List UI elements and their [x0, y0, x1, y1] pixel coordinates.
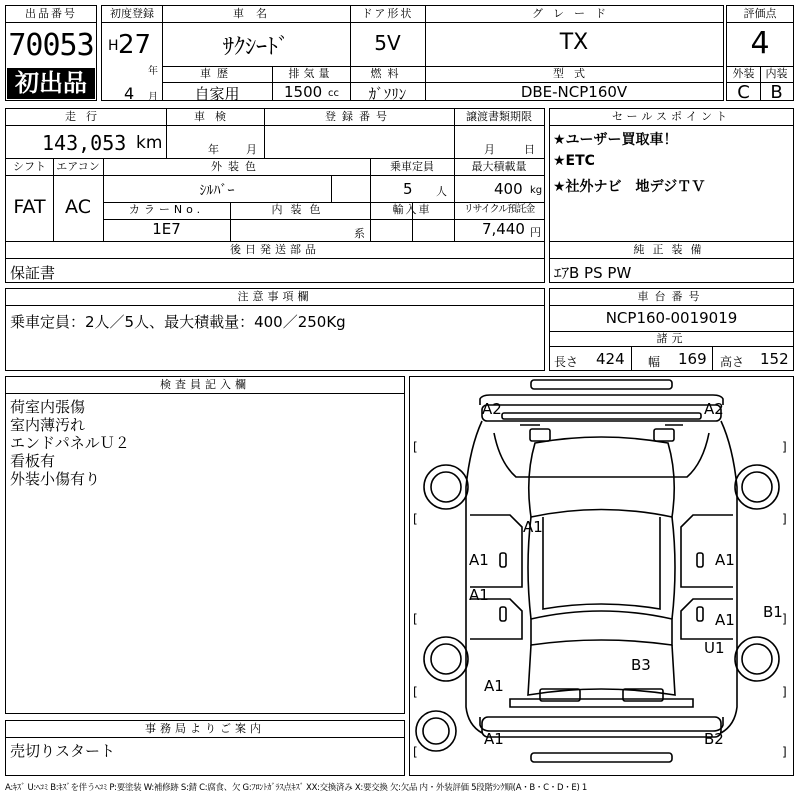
- history: 自家用: [194, 85, 240, 103]
- mileage-unit: km: [136, 133, 163, 153]
- fuel-header: 燃料: [370, 67, 405, 80]
- grade: TX: [559, 30, 589, 55]
- bracket-4: ]: [782, 512, 787, 526]
- chassis-box: [549, 288, 794, 371]
- mark-rear-cargo: B3: [631, 656, 651, 674]
- shift: FAT: [13, 196, 46, 218]
- office-value: 売切りスタート: [10, 742, 116, 760]
- footer-legend: A:ｷｽﾞ U:ﾍｺﾐ B:ｷｽﾞを伴うﾍｺﾐ P:要塗装 W:補修跡 S:錆 C:腐食、欠 G:ﾌﾛﾝﾄｶﾞﾗｽ点ｷｽﾞ XX:交換済み X:要交換 欠:欠品 内・外装評価 5段階ﾗﾝｸ順(A・B・C・D・E) 1: [5, 783, 588, 793]
- regno-header: 登録番号: [325, 110, 393, 123]
- mark-rear-bumper-right: B2: [704, 730, 724, 748]
- mark-front-left: A2: [482, 400, 502, 418]
- bracket-6: ]: [782, 612, 787, 626]
- mark-right-rear-fender: U1: [704, 639, 725, 657]
- displacement: 1500: [284, 83, 323, 101]
- ac: AC: [65, 196, 91, 218]
- sales-point-1: ★ユーザー買取車！: [553, 132, 678, 148]
- reg-year: 27: [118, 30, 152, 60]
- genuine-equipment-box: [549, 241, 794, 283]
- length-label: 長さ: [554, 355, 579, 369]
- fuel: ｶﾞｿﾘﾝ: [368, 85, 407, 103]
- mark-right-rear-door: A1: [715, 611, 735, 629]
- notes-value: 乗車定員：2人／5人、最大積載量：400／250Kg: [10, 313, 346, 331]
- score: 4: [750, 26, 770, 61]
- width-label: 幅: [648, 355, 661, 369]
- transfer-day-unit: 日: [524, 143, 535, 156]
- max-load-unit: kg: [530, 185, 543, 196]
- inspection-month-unit: 月: [246, 143, 257, 156]
- reg-month: 4: [124, 84, 135, 103]
- inspector-box: [5, 376, 405, 714]
- notes-box: [5, 288, 545, 371]
- chassis-number: NCP160-0019019: [605, 309, 738, 327]
- office-header: 事務局よりご案内: [145, 722, 265, 735]
- bracket-8: ]: [782, 685, 787, 699]
- sales-points-box: [549, 108, 794, 242]
- notes-header: 注意事項欄: [237, 290, 313, 303]
- max-load-header: 最大積載量: [471, 160, 527, 173]
- score-header: 評価点: [743, 7, 777, 20]
- import-header: 輸入車: [392, 203, 432, 216]
- mileage: 143,053: [42, 131, 127, 155]
- lot-number: 70053: [8, 28, 94, 63]
- vehicle-top-table: [101, 5, 724, 101]
- length-value: 424: [596, 350, 625, 368]
- height-label: 高さ: [720, 355, 745, 369]
- mark-right-front-door: A1: [715, 551, 735, 569]
- transfer-month-unit: 月: [484, 143, 495, 156]
- reg-era: H: [108, 38, 119, 54]
- ext-color: ｼﾙﾊﾞｰ: [199, 183, 235, 199]
- sales-points-header: セールスポイント: [611, 110, 731, 123]
- genuine-equipment-value: ｴｱB PS PW: [554, 264, 632, 282]
- capacity-header: 乗車定員: [390, 160, 434, 173]
- office-box: [5, 720, 405, 776]
- car-name-header: 車名: [233, 7, 279, 20]
- mark-left-front-door: A1: [469, 551, 489, 569]
- mark-left-rear: A1: [484, 677, 504, 695]
- mark-front-right: A2: [704, 400, 724, 418]
- first-listing-badge: 初出品: [7, 68, 95, 99]
- door-header: ドア形状: [361, 7, 414, 20]
- later-parts-value: 保証書: [10, 264, 56, 282]
- car-name: ｻｸｼｰﾄﾞ: [222, 35, 289, 60]
- int-color-header: 内装色: [271, 203, 329, 216]
- reg-month-unit: 月: [148, 92, 158, 103]
- mark-left-rear-door: A1: [469, 586, 489, 604]
- recycle-header: リサイクル預託金: [463, 204, 535, 215]
- inspector-line-1: 荷室内張傷: [10, 398, 86, 416]
- reg-year-unit: 年: [148, 66, 158, 77]
- chassis-header: 車台番号: [637, 290, 706, 303]
- bracket-5: [: [413, 612, 418, 626]
- inspector-header: 検査員記入欄: [160, 378, 250, 391]
- specs-header: 諸元: [656, 332, 687, 345]
- inspector-line-3: エンドパネルＵ２: [10, 434, 130, 452]
- recycle-unit: 円: [530, 226, 541, 239]
- bracket-10: ]: [782, 745, 787, 759]
- history-header: 車歴: [200, 67, 234, 80]
- genuine-equipment-header: 純正装備: [633, 243, 710, 256]
- bracket-2: ]: [782, 440, 787, 454]
- score-box: [726, 5, 794, 101]
- inspector-line-4: 看板有: [10, 452, 56, 470]
- max-load: 400: [494, 180, 523, 198]
- mark-right-quarter: B1: [763, 603, 783, 621]
- mark-rear-bumper-left: A1: [484, 730, 504, 748]
- lot-number-header: 出品番号: [25, 7, 77, 20]
- door-type: 5V: [374, 31, 401, 55]
- exterior-header: 外装: [732, 67, 755, 80]
- shift-header: シフト: [13, 160, 46, 173]
- interior-header: 内装: [765, 67, 788, 80]
- later-parts-box: [5, 241, 545, 283]
- inspector-line-5: 外装小傷有り: [10, 470, 101, 488]
- color-no: 1E7: [152, 220, 181, 238]
- damage-diagram: [409, 376, 794, 776]
- bracket-7: [: [413, 685, 418, 699]
- int-color-unit: 系: [354, 227, 365, 240]
- capacity: 5: [403, 180, 413, 198]
- bracket-9: [: [413, 745, 418, 759]
- height-value: 152: [760, 350, 789, 368]
- mileage-header: 走行: [65, 110, 107, 123]
- inspector-line-2: 室内薄汚れ: [10, 416, 86, 434]
- mark-windshield: A1: [523, 518, 543, 536]
- bracket-1: [: [413, 440, 418, 454]
- ext-color-header: 外装色: [211, 160, 262, 173]
- transfer-header: 譲渡書類期限: [466, 110, 532, 123]
- interior-score: B: [770, 82, 783, 103]
- reg-header: 初度登録: [110, 7, 154, 20]
- sales-point-2: ★ETC: [553, 153, 595, 169]
- displacement-unit: cc: [328, 88, 339, 99]
- bracket-3: [: [413, 512, 418, 526]
- exterior-score: C: [737, 82, 750, 103]
- lot-number-box: [5, 5, 97, 101]
- ac-header: エアコン: [56, 160, 100, 173]
- color-no-header: カラーNo.: [128, 203, 205, 216]
- inspection-year-unit: 年: [208, 143, 219, 156]
- recycle-fee: 7,440: [482, 220, 525, 238]
- inspection-header: 車検: [194, 110, 236, 123]
- model-code: DBE-NCP160V: [520, 83, 628, 101]
- width-value: 169: [678, 350, 707, 368]
- grade-header: グレード: [532, 7, 616, 20]
- model-header: 型式: [553, 67, 595, 80]
- later-parts-header: 後日発送部品: [230, 243, 320, 256]
- spec-table: [5, 108, 545, 242]
- sales-point-3: ★社外ナビ 地デジＴＶ: [553, 179, 706, 195]
- capacity-unit: 人: [436, 185, 447, 198]
- displacement-header: 排気量: [288, 67, 334, 80]
- car-outline-diagram: [410, 377, 793, 775]
